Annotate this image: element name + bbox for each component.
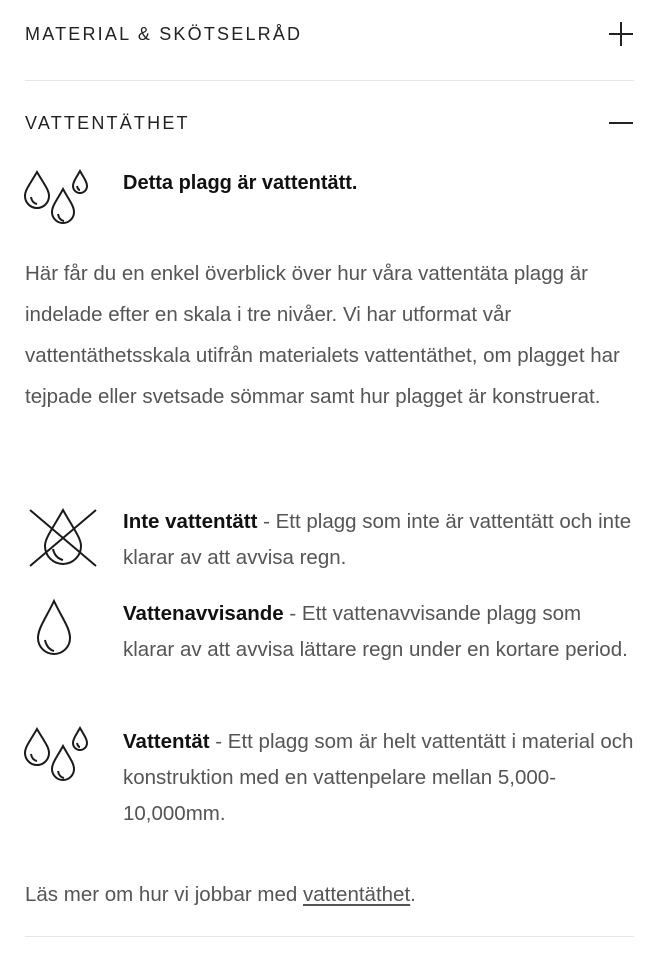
waterproof-description: Här får du en enkel överblick över hur våra vattentäta plagg är indelade efter en skala i tre nivåer. Vi har utformat vår vattentäthetsskala utifrån materialets vattentäthet, om plagget har tejpade eller svetsade sömmar samt hur plagget är konstruerat. xyxy=(25,262,620,408)
level-text: - Ett plagg som är helt vattentätt i material och konstruktion med en vattenpelare mellan 5,000-10,000mm. xyxy=(123,730,634,825)
accordion-title-material: MATERIAL & SKÖTSELRÅD xyxy=(25,23,303,44)
level-title: Inte vattentätt xyxy=(123,510,258,533)
level-not-waterproof xyxy=(123,504,638,576)
level-title: Vattentät xyxy=(123,730,210,753)
level-title: Vattenavvisande xyxy=(123,602,284,625)
water-repellent-icon xyxy=(34,598,74,660)
level-text: - Ett vattenavvisande plagg som klarar av att avvisa lättare regn under en kortare period. xyxy=(123,602,628,661)
divider xyxy=(25,936,634,937)
read-more-text xyxy=(25,883,416,907)
minus-icon[interactable] xyxy=(608,110,634,136)
plus-icon[interactable] xyxy=(608,21,634,47)
level-text: - Ett plagg som inte är vattentätt och inte klarar av att avvisa regn. xyxy=(123,510,632,569)
not-waterproof-icon xyxy=(26,506,100,570)
waterproof-icon xyxy=(22,165,92,235)
read-more-suffix: . xyxy=(410,883,416,906)
accordion-waterproofing[interactable] xyxy=(25,110,634,136)
level-water-repellent xyxy=(123,596,638,668)
waterproofing-link[interactable]: vattentäthet xyxy=(303,883,411,906)
accordion-material-care[interactable] xyxy=(25,21,634,47)
waterproof-headline: Detta plagg är vattentätt. xyxy=(123,172,358,194)
level-waterproof xyxy=(123,724,638,832)
divider xyxy=(25,80,634,81)
accordion-title-waterproofing: VATTENTÄTHET xyxy=(25,112,190,133)
waterproof-icon xyxy=(22,722,92,792)
read-more-prefix: Läs mer om hur vi jobbar med xyxy=(25,883,304,906)
